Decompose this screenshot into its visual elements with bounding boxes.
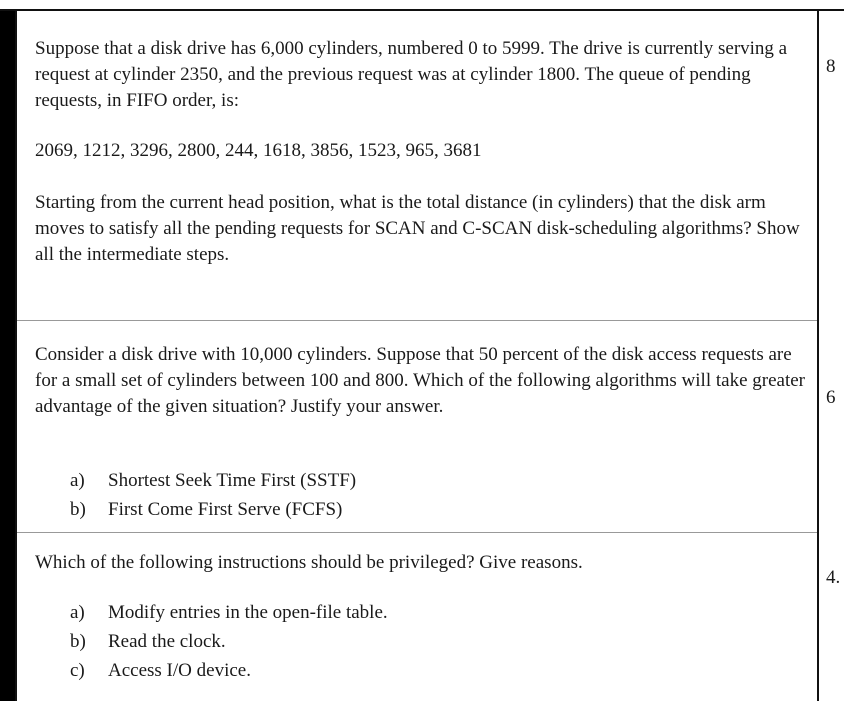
question-2 [35,342,813,420]
option-row [70,656,388,685]
option-label: c) [70,660,85,681]
question-2-options [70,466,356,524]
question-1-prompt-text: Starting from the current head position, what is the total distance (in cylinders) that the disk arm moves to satisfy all the pending requests for SCAN and C-SCAN disk-scheduling algorithms? Show all the intermediate steps. [35,192,800,265]
option-text: Modify entries in the open-file table. [108,602,388,623]
row-divider [17,532,817,533]
option-row [70,495,356,524]
option-label: a) [70,470,85,491]
option-text: Read the clock. [108,631,226,652]
question-1-marks: 8 [826,56,836,77]
option-label: b) [70,499,86,520]
question-3-marks: 4. [826,567,841,588]
option-row [70,627,388,656]
question-3-text: Which of the following instructions should be privileged? Give reasons. [35,552,583,573]
question-1-prompt [35,190,813,268]
question-1-text: Suppose that a disk drive has 6,000 cylinders, numbered 0 to 5999. The drive is currently serving a request at cylinder 2350, and the previous request was at cylinder 1800. The queue of pending requests, in FIFO order, is: [35,38,788,111]
option-row [70,598,388,627]
option-label: a) [70,602,85,623]
question-1 [35,36,813,114]
option-text: Access I/O device. [108,660,251,681]
table-top-border [0,9,844,11]
option-text: First Come First Serve (FCFS) [108,499,343,520]
table-left-border [15,9,17,701]
option-text: Shortest Seek Time First (SSTF) [108,470,357,491]
table-marks-column-border [817,9,819,701]
option-label: b) [70,631,86,652]
request-queue: 2069, 1212, 3296, 2800, 244, 1618, 3856, 1523, 965, 3681 [35,140,482,161]
question-3 [35,550,813,576]
question-2-text: Consider a disk drive with 10,000 cylinders. Suppose that 50 percent of the disk access requests are for a small set of cylinders between 100 and 800. Which of the following algorithms will take greater advantage of the given situation? Justify your answer. [35,344,805,417]
row-divider [17,320,817,321]
question-1-queue [35,138,813,164]
question-3-options [70,598,388,685]
left-margin-strip [0,11,15,701]
option-row [70,466,356,495]
question-2-marks: 6 [826,387,836,408]
